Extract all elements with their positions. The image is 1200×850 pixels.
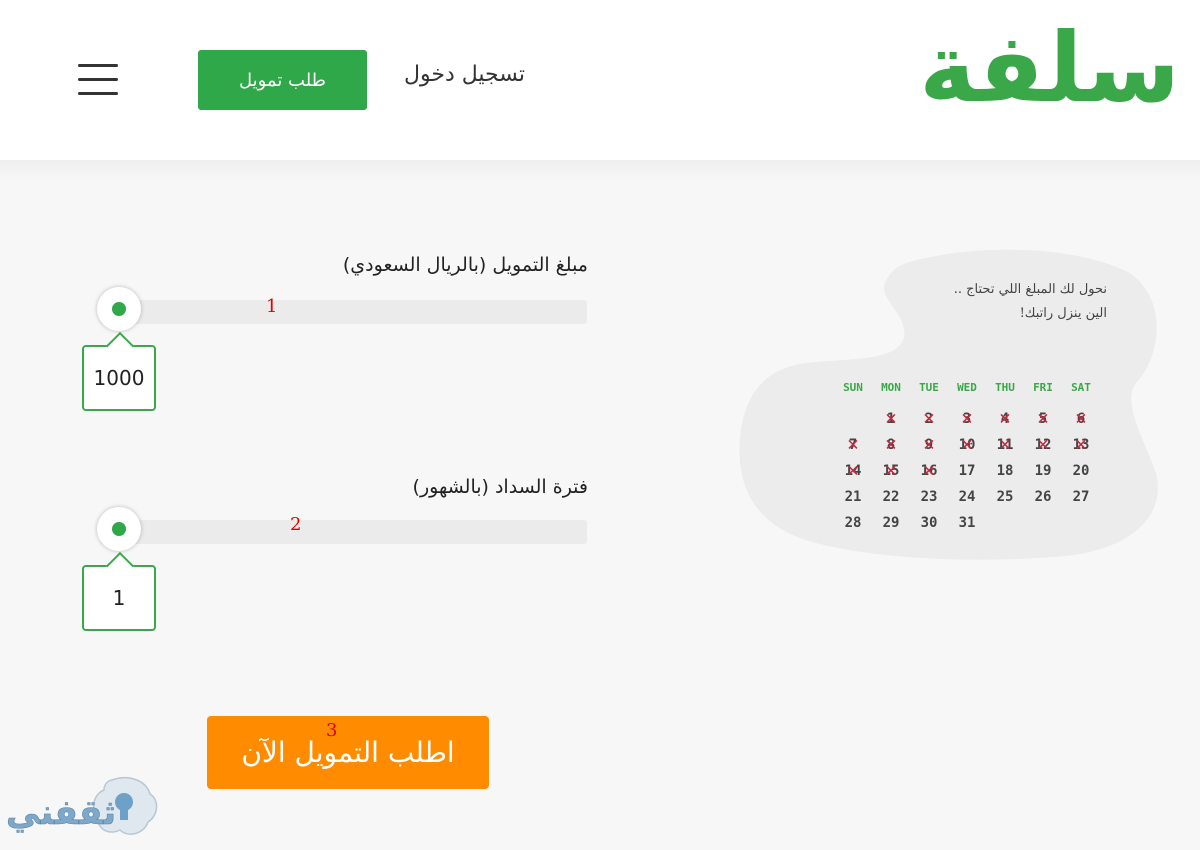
calendar-day-cell: 15 ✕ bbox=[872, 463, 910, 479]
hamburger-menu-icon[interactable] bbox=[78, 64, 118, 96]
period-slider-thumb[interactable] bbox=[97, 507, 141, 551]
step-marker-3: 3 bbox=[326, 720, 338, 741]
calendar-day-cell: 31 bbox=[958, 515, 976, 531]
calendar-day-cell: 22 bbox=[882, 489, 900, 505]
calendar-day-header: TUE bbox=[919, 381, 939, 394]
brand-logo[interactable]: سلفة bbox=[919, 12, 1180, 124]
calendar-day-cell: 25 bbox=[996, 489, 1014, 505]
step-marker-2: 2 bbox=[290, 514, 302, 535]
calendar-day-cell: 18 bbox=[996, 463, 1014, 479]
step-marker-1: 1 bbox=[266, 296, 278, 317]
calendar-day-cell: 17 bbox=[958, 463, 976, 479]
apply-now-button[interactable] bbox=[207, 716, 489, 789]
calendar-day-cell: 12 ✕ bbox=[1024, 437, 1062, 453]
header-divider bbox=[0, 160, 1200, 182]
calendar-day-header: FRI bbox=[1033, 381, 1053, 394]
amount-value-box: 1000 bbox=[82, 345, 156, 411]
calendar-day-cell: 28 bbox=[844, 515, 862, 531]
calendar-day-cell: 1 ✕ bbox=[872, 411, 910, 427]
calendar-day-header: SAT bbox=[1071, 381, 1091, 394]
calendar-day-cell: 4 ✕ bbox=[986, 411, 1024, 427]
calendar-tagline-line1: نحول لك المبلغ اللي تحتاج .. bbox=[953, 282, 1107, 297]
calendar-day-cell: 13 ✕ bbox=[1062, 437, 1100, 453]
calendar-day-cell: 19 bbox=[1034, 463, 1052, 479]
calendar-day-header: SUN bbox=[843, 381, 863, 394]
amount-slider-track[interactable] bbox=[100, 300, 587, 324]
request-finance-button[interactable]: طلب تمويل bbox=[198, 50, 367, 110]
calendar-day-cell: 11 ✕ bbox=[986, 437, 1024, 453]
calendar-day-cell: 27 bbox=[1072, 489, 1090, 505]
period-slider-track[interactable] bbox=[100, 520, 587, 544]
calendar-day-cell: 24 bbox=[958, 489, 976, 505]
calendar-day-cell: 7 ✕ bbox=[834, 437, 872, 453]
calendar-day-cell: 26 bbox=[1034, 489, 1052, 505]
calendar-day-cell: 21 bbox=[844, 489, 862, 505]
watermark-text: ثقفني bbox=[6, 793, 116, 833]
calendar-day-header: MON bbox=[881, 381, 901, 394]
calendar-day-header: THU bbox=[995, 381, 1015, 394]
calendar-day-cell: 3 ✕ bbox=[948, 411, 986, 427]
calendar-day-cell: 10 ✕ bbox=[948, 437, 986, 453]
apply-now-label: اطلب التمويل الآن bbox=[241, 736, 455, 769]
calendar-day-cell: 8 ✕ bbox=[872, 437, 910, 453]
calendar-day-header: WED bbox=[957, 381, 977, 394]
calendar-day-cell: 5 ✕ bbox=[1024, 411, 1062, 427]
period-label: فترة السداد (بالشهور) bbox=[412, 476, 588, 498]
calendar-day-cell: 9 ✕ bbox=[910, 437, 948, 453]
period-value-box: 1 bbox=[82, 565, 156, 631]
calendar-day-cell: 14 ✕ bbox=[834, 463, 872, 479]
calendar-day-cell: 2 ✕ bbox=[910, 411, 948, 427]
calendar-day-cell: 30 bbox=[920, 515, 938, 531]
site-watermark-logo bbox=[4, 772, 160, 842]
calendar-day-cell: 20 bbox=[1072, 463, 1090, 479]
calendar-day-cell: 23 bbox=[920, 489, 938, 505]
calendar-day-cell: 29 bbox=[882, 515, 900, 531]
login-link[interactable]: تسجيل دخول bbox=[404, 62, 525, 87]
amount-slider-thumb[interactable] bbox=[97, 287, 141, 331]
calendar-day-cell: 6 ✕ bbox=[1062, 411, 1100, 427]
amount-label: مبلغ التمويل (بالريال السعودي) bbox=[342, 254, 588, 276]
calendar-tagline-line2: الين ينزل راتبك! bbox=[1019, 306, 1107, 321]
calendar-day-cell: 16 ✕ bbox=[910, 463, 948, 479]
